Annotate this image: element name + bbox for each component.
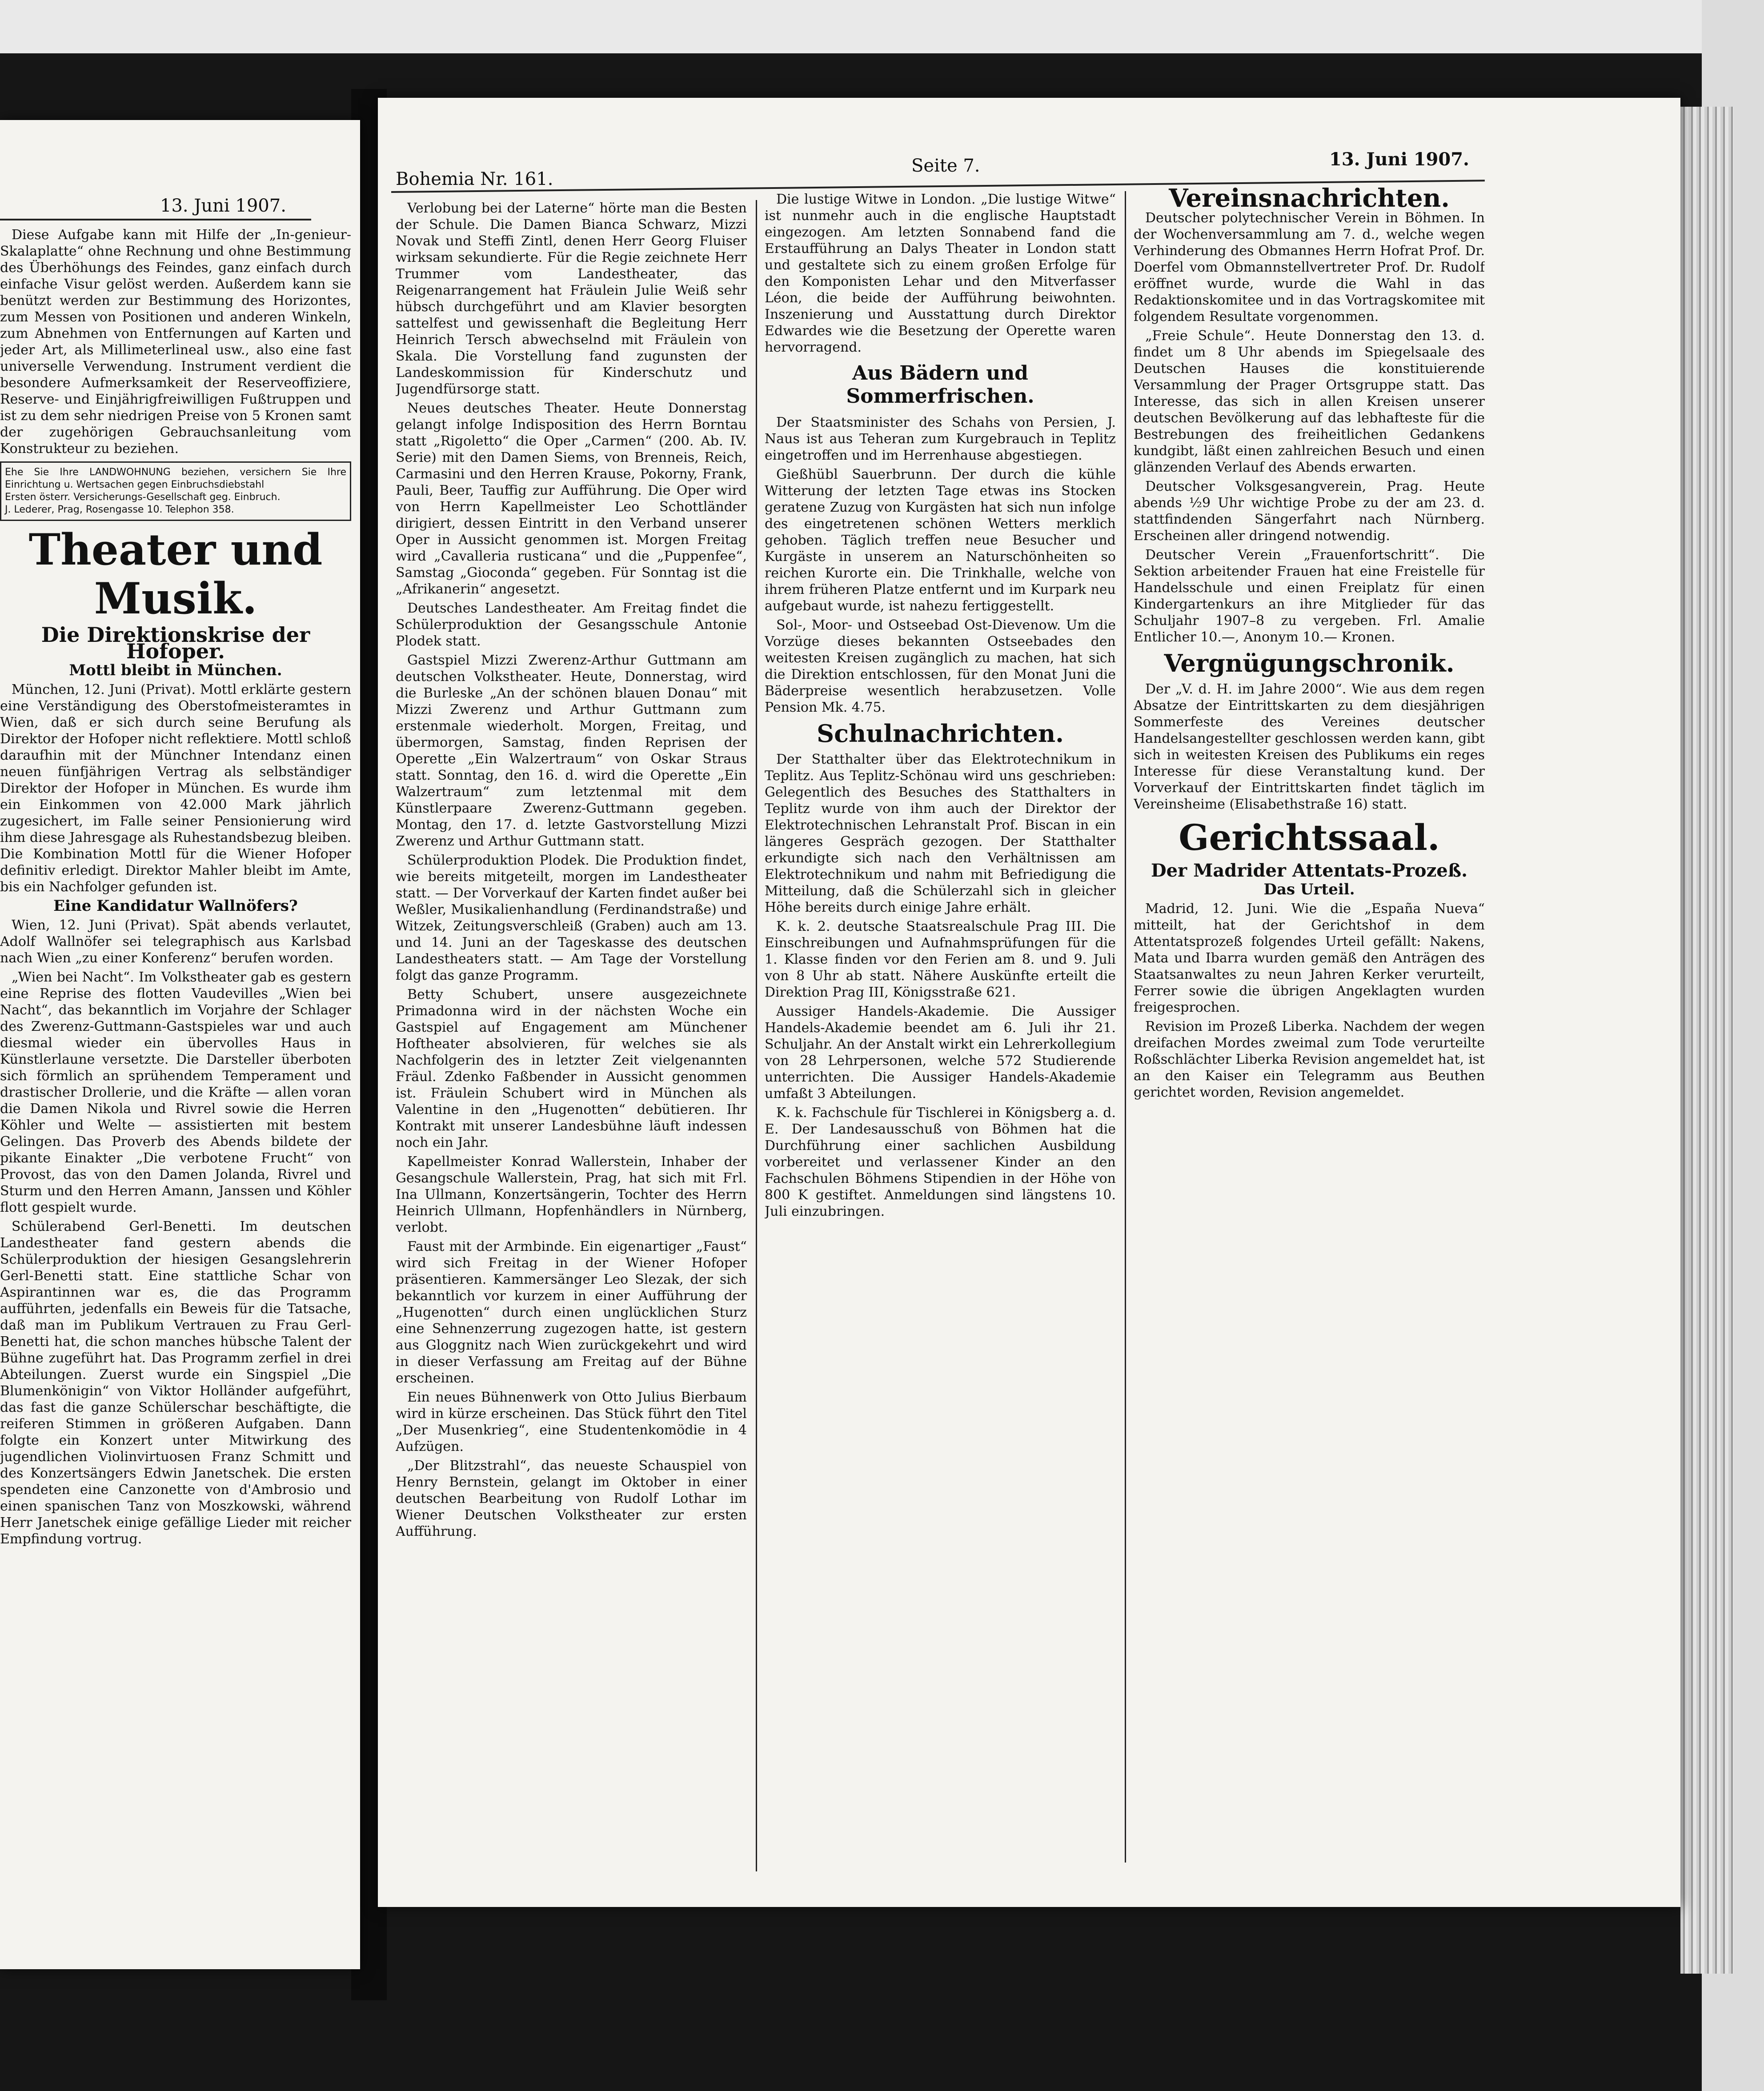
article-paragraph: Der Staatsminister des Schahs von Persien, J. Naus ist aus Teheran zum Kurgebrauch in Teplitz eingetroffen und im Herrenhause abgestiegen.: [765, 415, 1116, 463]
left-column: [0, 227, 351, 1960]
article-paragraph: „Wien bei Nacht“. Im Volkstheater gab es gestern eine Reprise des flotten Vaudevilles „Wien bei Nacht“, das bekanntlich im Vorjahre der Schlager des Zwerenz-Guttmann-Gastspieles war und auch diesmal wieder ein übervolles Haus in Künstlerlaune versetzte. Die Darsteller überboten sich förmlich an sprühendem Temperament und drastischer Drollerie, und die Kräfte — allen voran die Damen Nikola und Rivrel sowie die Herren Köhler und Welte — assistierten mit bestem Gelingen. Das Proverb des Abends bildete der pikante Einakter „Die verbotene Frucht“ von Provost, das von den Damen Jolanda, Rivrel und Sturm und den Herren Amann, Janssen und Köhler flott gespielt wurde.: [0, 969, 351, 1215]
article-paragraph: Deutscher Volksgesangverein, Prag. Heute abends ½9 Uhr wichtige Probe zu der am 23. d. stattfindenden Sängerfahrt nach Nürnberg. Erscheinen aller dringend notwendig.: [1134, 479, 1485, 544]
article-paragraph: Wien, 12. Juni (Privat). Spät abends verlautet, Adolf Wallnöfer sei telegraphisch aus Karlsbad nach Wien „zu einer Konferenz“ berufen worden.: [0, 917, 351, 966]
article-paragraph: Betty Schubert, unsere ausgezeichnete Primadonna wird in der nächsten Woche ein Gastspiel auf Engagement am Münchener Hoftheater absolvieren, für welches sie als Nachfolgerin des in letzter Zeit vielgenannten Fräul. Zdenko Faßbender in Aussicht genommen ist. Fräulein Schubert wird in München als Valentine in den „Hugenotten“ debütieren. Ihr Kontrakt mit unserer Landesbühne läuft indessen noch ein Jahr.: [396, 987, 747, 1150]
article-paragraph: Der Statthalter über das Elektrotechnikum in Teplitz. Aus Teplitz-Schönau wird uns geschrieben: Gelegentlich des Besuches des Statthalters in Teplitz wurde von ihm auch der Direktor der Elektrotechnischen Lehranstalt Prof. Biscan in ein längeres Gespräch gezogen. Der Statthalter erkundigte sich nach den Verhältnissen am Elektrotechnikum und nahm mit Befriedigung die Mitteilung, daß die Schülerzahl sich in gleicher Höhe bereits durch einige Jahre erhält.: [765, 752, 1116, 915]
article-paragraph: Kapellmeister Konrad Wallerstein, Inhaber der Gesangschule Wallerstein, Prag, hat sich mit Frl. Ina Ullmann, Konzertsängerin, Tochter des Herrn Heinrich Ullmann, Hopfenhändlers in Nürnberg, verlobt.: [396, 1154, 747, 1235]
column-3: [1134, 187, 1485, 1867]
advertisement: [0, 461, 351, 521]
scanner-background: [0, 0, 1764, 53]
article-paragraph: Deutsches Landestheater. Am Freitag findet die Schülerproduktion der Gesangsschule Antonie Plodek statt.: [396, 601, 747, 649]
subheadline: Mottl bleibt in München.: [69, 661, 282, 679]
article-paragraph: Gastspiel Mizzi Zwerenz-Arthur Guttmann am deutschen Volkstheater. Heute, Donnerstag, wird die Burleske „An der schönen blauen Donau“ mit Mizzi Zwerenz und Arthur Guttmann zum erstenmale wiederholt. Morgen, Freitag, und übermorgen, Samstag, finden Reprisen der Operette „Ein Walzertraum“ von Oskar Straus statt. Sonntag, den 16. d. wird die Operette „Ein Walzertraum“ zum letztenmal mit dem Künstlerpaare Zwerenz-Guttmann gegeben. Montag, den 17. d. letzte Gastvorstellung Mizzi Zwerenz und Arthur Guttmann statt.: [396, 653, 747, 849]
subheadline: Das Urteil.: [1263, 881, 1355, 898]
article-paragraph: Deutscher polytechnischer Verein in Böhmen. In der Wochenversammlung am 7. d., welche wegen Verhinderung des Obmannes Herrn Hofrat Prof. Dr. Doerfel vom Obmannstellvertreter Prof. Dr. Rudolf eröffnet wurde, wurde die Wahl in das Redaktionskomitee und in das Vortragskomitee mit folgendem Resultate vorgenommen.: [1134, 210, 1485, 324]
section-heading: Aus Bädern und Sommerfrischen.: [846, 362, 1034, 408]
section-heading: Schulnachrichten.: [817, 719, 1064, 748]
article-paragraph: Der „V. d. H. im Jahre 2000“. Wie aus dem regen Absatze der Eintrittskarten zu dem diesjährigen Sommerfeste des Vereines deutscher Handelsangestellter geschlossen werden kann, gibt sich in weitesten Kreisen des Publikums ein reges Interesse für diese Veranstaltung kund. Der Vorverkauf der Eintrittskarten findet täglich im Vereinsheime (Elisabethstraße 16) statt.: [1134, 681, 1485, 812]
header-rule: [0, 219, 311, 220]
left-page-date: 13. Juni 1907.: [160, 196, 286, 216]
article-paragraph: Verlobung bei der Laterne“ hörte man die Besten der Schule. Die Damen Bianca Schwarz, Mizzi Novak und Steffi Zintl, denen Herr Georg Fluiser wirksam sekundierte. Für die Regie zeichnete Herr Trummer vom Landestheater, das Reigenarrangement hat Fräulein Julie Weiß sehr hübsch durchgeführt und am Klavier besorgten sattelfest und gewissenhaft die Begleitung Herr Heinrich Tersch abwechselnd mit Fräulein von Skala. Die Vorstellung fand zugunsten der Landeskommission für Kinderschutz und Jugendfürsorge statt.: [396, 200, 747, 397]
masthead-date: 13. Juni 1907.: [1329, 149, 1469, 170]
headline: Der Madrider Attentats-Prozeß.: [1151, 860, 1468, 881]
masthead-title: Bohemia Nr. 161.: [396, 169, 553, 189]
article-paragraph: Ein neues Bühnenwerk von Otto Julius Bierbaum wird in kürze erscheinen. Das Stück führt den Titel „Der Musenkrieg“, eine Studentenkomödie in 4 Aufzügen.: [396, 1390, 747, 1454]
article-paragraph: Revision im Prozeß Liberka. Nachdem der wegen dreifachen Mordes zweimal zum Tode verurteilte Roßschlächter Liberka Revision angemeldet hat, ist an den Kaiser ein Telegramm aus Beuthen gerichtet worden, Revision angemeldet.: [1134, 1019, 1485, 1100]
article-paragraph: Aussiger Handels-Akademie. Die Aussiger Handels-Akademie beendet am 6. Juli ihr 21. Schuljahr. An der Anstalt wirkt ein Lehrerkollegium von 28 Lehrpersonen, welche 572 Studierende unterrichten. Die Aussiger Handels-Akademie umfaßt 3 Abteilungen.: [765, 1004, 1116, 1102]
article-paragraph: Neues deutsches Theater. Heute Donnerstag gelangt infolge Indisposition des Herrn Borntau statt „Rigoletto“ die Oper „Carmen“ (200. Ab. IV. Serie) mit den Damen Siems, von Brenneis, Reich, Carmasini und den Herren Krause, Pokorny, Frank, Pauli, Beer, Tauffig zur Aufführung. Die Oper wird von Herrn Kapellmeister Leo Schottländer dirigiert, dessen Eintritt in den Verband unserer Oper in Aussicht genommen ist. Morgen Freitag wird „Cavalleria rusticana“ und die „Puppenfee“, Samstag „Gioconda“ gegeben. Für Sonntag ist die „Afrikanerin“ angesetzt.: [396, 401, 747, 597]
ad-line-2: Ersten österr. Versicherungs-Gesellschaft geg. Einbruch.: [5, 492, 281, 503]
article-paragraph: K. k. Fachschule für Tischlerei in Königsberg a. d. E. Der Landesausschuß von Böhmen hat die Durchführung einer sachlichen Ausbildung vorbereitet und verlassener Kinder an den Fachschulen Böhmens Stipendien in der Höhe von 800 K gestiftet. Anmeldungen sind längstens 10. Juli einzubringen.: [765, 1105, 1116, 1219]
section-heading: Gerichtssaal.: [1179, 817, 1440, 858]
headline-2: Eine Kandidatur Wallnöfers?: [53, 897, 298, 915]
article-paragraph: K. k. 2. deutsche Staatsrealschule Prag III. Die Einschreibungen und Aufnahmsprüfungen für die 1. Klasse finden vor den Ferien am 8. und 9. Juli von 8 Uhr ab statt. Nähere Auskünfte erteilt die Direktion Prag III, Königsstraße 621.: [765, 919, 1116, 1000]
page-edges: [1680, 107, 1734, 1974]
article-paragraph: Deutscher Verein „Frauenfortschritt“. Die Sektion arbeitender Frauen hat eine Freistelle für Handelsschule und einen Freiplatz für einen Kindergartenkurs an ihre Mitglieder für das Schuljahr 1907–8 zu vergeben. Frl. Amalie Entlicher 10.—, Anonym 10.— Kronen.: [1134, 547, 1485, 645]
column-rule: [756, 200, 757, 1871]
article-paragraph: Faust mit der Armbinde. Ein eigenartiger „Faust“ wird sich Freitag in der Wiener Hofoper präsentieren. Kammersänger Leo Slezak, der sich bekanntlich vor kurzem in einer Aufführung der „Hugenotten“ durch einen unglücklichen Sturz eine Sehnenzerrung zugezogen hatte, ist gestern aus Gloggnitz nach Wien zurückgekehrt und wird in dieser Verfassung am Freitag auf der Bühne erscheinen.: [396, 1239, 747, 1386]
article-paragraph: Sol-, Moor- und Ostseebad Ost-Dievenow. Um die Vorzüge dieses bekannten Ostseebades den weitesten Kreisen zugänglich zu machen, hat sich die Direktion entschlossen, für den Monat Juni die Bäderpreise wesentlich herabzusetzen. Volle Pension Mk. 4.75.: [765, 617, 1116, 715]
section-heading: Vergnügungschronik.: [1164, 649, 1455, 677]
article-paragraph: „Der Blitzstrahl“, das neueste Schauspiel von Henry Bernstein, gelangt im Oktober in einer deutschen Bearbeitung von Rudolf Lothar im Wiener Deutschen Volkstheater zur ersten Aufführung.: [396, 1458, 747, 1539]
left-page: [0, 120, 360, 1969]
masthead-page-number: Seite 7.: [911, 156, 980, 176]
article-paragraph: Gießhübl Sauerbrunn. Der durch die kühle Witterung der letzten Tage etwas ins Stocken geratene Zuzug von Kurgästen hat sich nun infolge des eingetretenen schönen Wetters merklich gehoben. Täglich treffen neue Besucher und Kurgäste in unserem an Naturschönheiten so reichen Kurorte ein. Die Trinkhalle, welche von ihrem früheren Platze entfernt und im Kurpark neu aufgebaut wurde, ist nahezu fertiggestellt.: [765, 467, 1116, 614]
section-heading: Vereinsnachrichten.: [1169, 187, 1450, 213]
column-1: [396, 200, 747, 1871]
article-paragraph: Die lustige Witwe in London. „Die lustige Witwe“ ist nunmehr auch in die englische Hauptstadt eingezogen. Am letzten Sonnabend fand die Erstaufführung an Dalys Theater in London statt und gestaltete sich zu einem großen Erfolge für den Komponisten Lehar und den Mitverfasser Léon, die beide der Aufführung beiwohnten. Inszenierung und Ausstattung durch Direktor Edwardes wie die Besetzung der Operette waren hervorragend.: [765, 192, 1116, 355]
ad-line-1: Ehe Sie Ihre LANDWOHNUNG beziehen, versichern Sie Ihre Einrichtung u. Wertsachen gegen Einbruchsdiebstahl: [5, 467, 346, 490]
ad-line-3: J. Lederer, Prag, Rosengasse 10. Telephon 358.: [5, 504, 234, 515]
column-2: [765, 191, 1116, 1863]
headline: Die Direktionskrise der Hofoper.: [41, 623, 310, 663]
intro-paragraph: Diese Aufgabe kann mit Hilfe der „In-genieur-Skalaplatte“ ohne Rechnung und ohne Bestimmung des Überhöhungs des Feindes, ganz einfach durch einfache Visur gelöst werden. Außerdem kann sie benützt werden zur Bestimmung des Horizontes, zum Messen von Positionen und anderen Winkeln, zum Abnehmen von Entfernungen auf Karten und jeder Art, als Millimeterlineal usw., also eine fast universelle Verwendung. Instrument verdient die besondere Aufmerksamkeit der Reserveoffiziere, Reserve- und Einjährigfreiwilligen Fußtruppen und ist zu dem sehr niedrigen Preise von 5 Kronen samt der zugehörigen Gebrauchsanleitung vom Konstrukteur zu beziehen.: [0, 227, 351, 457]
column-rule: [1125, 191, 1126, 1863]
article-paragraph: „Freie Schule“. Heute Donnerstag den 13. d. findet um 8 Uhr abends im Spiegelsaale des Deutschen Hauses die konstituierende Versammlung der Prager Ortsgruppe statt. Das Interesse, das sich in allen Kreisen unserer deutschen Bevölkerung auf das lebhafteste für die Bestrebungen des freiheitlichen Gedankens kundgibt, läßt einen zahlreichen Besuch und einen glänzenden Verlauf des Abends erwarten.: [1134, 328, 1485, 475]
right-page: [378, 98, 1680, 1907]
article-paragraph: Schülerproduktion Plodek. Die Produktion findet, wie bereits mitgeteilt, morgen im Landestheater statt. — Der Vorverkauf der Karten findet außer bei Weßler, Musikalienhandlung (Ferdinandstraße) und Witzek, Zeitungsverschleiß (Graben) auch am 13. und 14. Juni an der Tageskasse des deutschen Landestheaters statt. — Am Tage der Vorstellung folgt das ganze Programm.: [396, 853, 747, 983]
article-paragraph: Schülerabend Gerl-Benetti. Im deutschen Landestheater fand gestern abends die Schülerproduktion der hiesigen Gesangslehrerin Gerl-Benetti statt. Eine stattliche Schar von Aspirantinnen war es, die das Programm aufführten, jedenfalls ein Beweis für die Tatsache, daß man im Publikum Vertrauen zu Frau Gerl-Benetti hat, die schon manches hübsche Talent der Bühne zugeführt hat. Das Programm zerfiel in drei Abteilungen. Zuerst wurde ein Singspiel „Die Blumenkönigin“ von Viktor Holländer aufgeführt, das fast die ganze Schülerschar beschäftigte, die reiferen Stimmen in größeren Aufgaben. Dann folgte ein Konzert unter Mitwirkung des jugendlichen Violinvirtuosen Franz Schmitt und des Konzertsängers Edwin Janetschek. Die ersten spendeten eine Canzonette von d'Ambrosio und einen spanischen Tanz von Moszkowski, während Herr Janetschek einige gefällige Lieder mit reicher Empfindung vortrug.: [0, 1219, 351, 1547]
section-title: Theater und Musik.: [28, 525, 323, 624]
article-paragraph: Madrid, 12. Juni. Wie die „España Nueva“ mitteilt, hat der Gerichtshof in dem Attentatsprozeß folgendes Urteil gefällt: Nakens, Mata und Ibarra wurden gemäß den Anträgen des Staatsanwaltes zu neun Jahren Kerker verurteilt, Ferrer sowie die übrigen Angeklagten wurden freigesprochen.: [1134, 901, 1485, 1015]
article-paragraph: München, 12. Juni (Privat). Mottl erklärte gestern eine Verständigung des Oberstofmeisteramtes in Wien, daß er sich durch seine Berufung als Direktor der Hofoper nicht reflektiere. Mottl schloß daraufhin mit der Münchner Intendanz einen neuen fünfjährigen Vertrag als selbständiger Direktor der Hofoper in München. Es wurde ihm ein Einkommen von 42.000 Mark jährlich zugesichert, im Falle seiner Pensionierung wird ihm diese Jahresgage als Ruhestandsbezug bleiben. Die Kombination Mottl für die Wiener Hofoper definitiv erledigt. Direktor Mahler bleibt im Amte, bis ein Nachfolger gefunden ist.: [0, 682, 351, 895]
